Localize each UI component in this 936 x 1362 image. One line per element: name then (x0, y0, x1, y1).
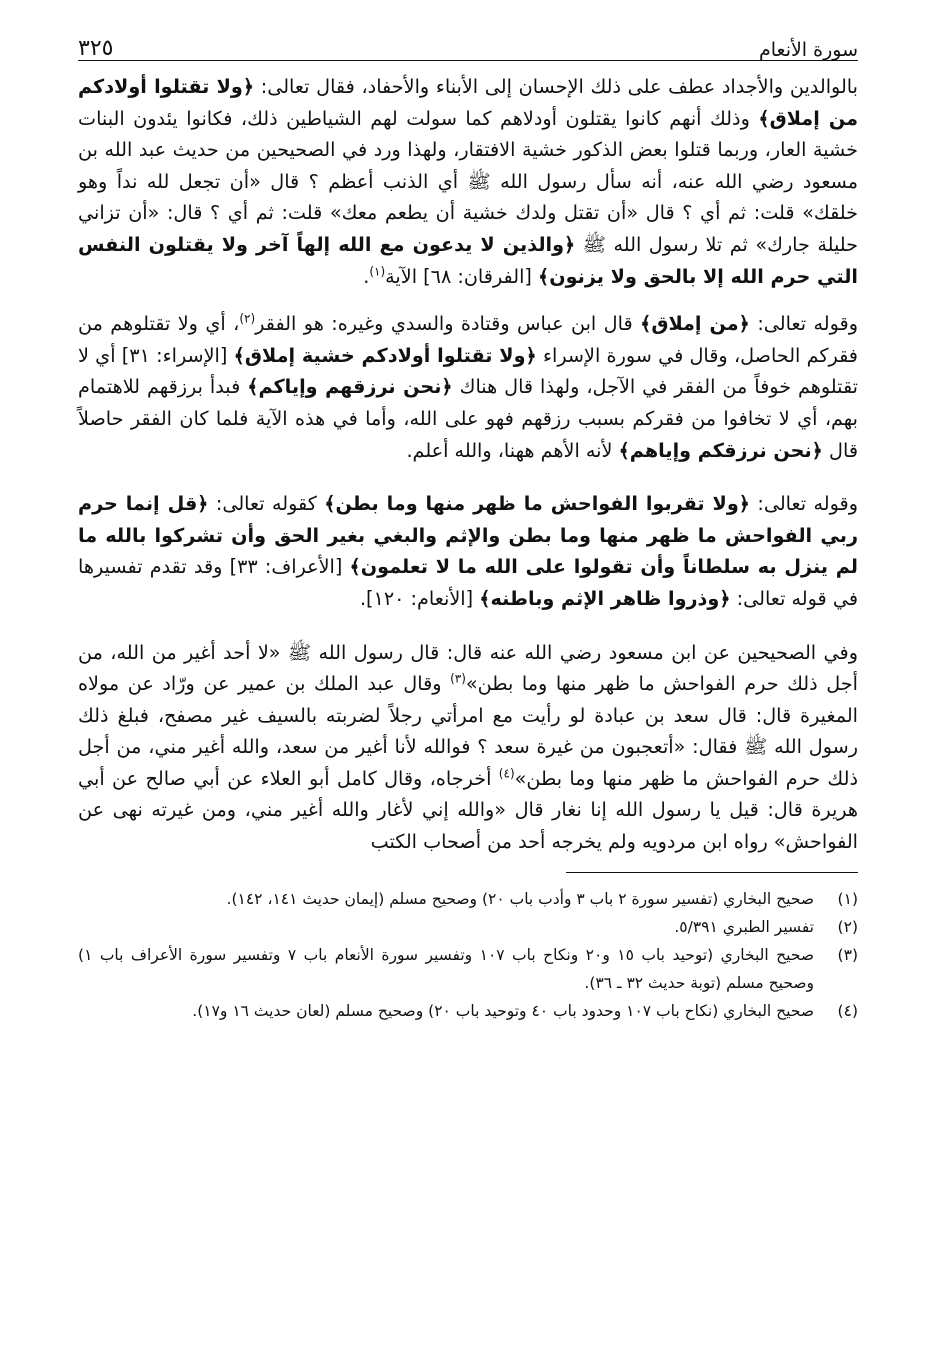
paragraph-1 (78, 71, 858, 292)
footnote-text: صحيح البخاري (نكاح باب ١٠٧ وحدود باب ٤٠ وتوحيد باب ٢٠) وصحيح مسلم (لعان حديث ١٦ و١٧). (192, 1001, 814, 1020)
quran-quote: ﴿ولا تقتلوا أولادكم خشية إملاق﴾ (233, 343, 537, 367)
text-run: بالوالدين والأجداد عطف على ذلك الإحسان إلى الأبناء والأحفاد، فقال تعالى: (254, 75, 858, 98)
text-run: وقوله تعالى: (750, 492, 858, 516)
footnote-4 (78, 997, 858, 1025)
quran-quote: ﴿ولا تقتلوا أولادكم من إملاق﴾ (78, 75, 858, 130)
footnote-number: (١) (837, 889, 858, 908)
paragraph-2 (78, 308, 858, 466)
quran-quote: ﴿من إملاق﴾ (640, 312, 750, 336)
text-run: لأنه الأهم ههنا، والله أعلم. (406, 438, 619, 462)
text-run: . (363, 264, 370, 288)
quran-quote: ﴿وذروا ظاهر الإثم وباطنه﴾ (479, 586, 731, 610)
page-body (78, 71, 858, 858)
paragraph-3 (78, 488, 858, 614)
footnote-number: (٢) (837, 917, 858, 936)
text-run: وفي الصحيحين عن ابن مسعود رضي الله عنه قال: قال رسول الله ﷺ «لا أحد أغير من الله، من أجل ذلك حرم الفواحش ما ظهر منها وما بطن» (78, 640, 858, 696)
footnote-ref: (٢) (239, 311, 256, 326)
text-run: فبدأ برزقهم للاهتمام بهم، أي لا تخافوا من فقركم بسبب رزقهم فهو على الله، وأما في هذه الآية فلما كان الفقر حاصلاً قال (78, 375, 858, 462)
page-number: ٣٢٥ (78, 36, 114, 61)
quran-quote: ﴿ولا تقربوا الفواحش ما ظهر منها وما بطن﴾ (324, 492, 751, 516)
paragraph-4 (78, 637, 858, 858)
footnote-ref: (١) (369, 264, 386, 279)
page-header (78, 22, 858, 61)
text-run: أخرجاه، وقال كامل أبو العلاء عن أبي صالح عن أبي هريرة قال: قيل يا رسول الله إنا نغار قال «والله إني لأغار والله أغير مني، ومن غيرته نهى عن الفواحش» رواه ابن مردويه ولم يخرجه أحد من أصحاب الكتب (78, 766, 858, 854)
footnote-ref: (٣) (450, 671, 466, 686)
text-run: وقوله تعالى: (749, 312, 858, 336)
text-run: [الفرقان: ٦٨] الآية (385, 264, 538, 288)
footnote-number: (٤) (837, 1001, 858, 1020)
footnote-text: تفسير الطبري ٥/٣٩١. (674, 917, 814, 936)
text-run: قال ابن عباس وقتادة والسدي وغيره: هو الفقر (255, 312, 641, 336)
footnote-text: صحيح البخاري (توحيد باب ١٥ و٢٠ ونكاح باب ١٠٧ وتفسير سورة الأنعام باب ٧ وتفسير سورة الأعراف باب ١) وصحيح مسلم (توبة حديث ٣٢ ـ ٣٦). (78, 945, 814, 992)
surah-title: سورة الأنعام (758, 39, 858, 61)
text-run: [الإسراء: ٣١] أي لا تقتلوهم خوفاً من الفقر في الآجل، ولهذا قال هناك (78, 343, 858, 399)
text-run: وقال عبد الملك بن عمير عن ورّاد عن مولاه المغيرة قال: قال سعد بن عبادة لو رأيت مع امرأتي رجلاً لضربته بالسيف غير مصفح، فبلغ ذلك رسول الله ﷺ فقال: «أتعجبون من غيرة سعد ؟ فوالله لأنا أغير من سعد، والله أغير مني، من أجل ذلك حرم الفواحش ما ظهر منها وما بطن» (78, 672, 858, 790)
footnote-number: (٣) (837, 945, 858, 964)
quran-quote: ﴿نحن نرزقهم وإياكم﴾ (247, 375, 453, 399)
text-run: وذلك أنهم كانوا يقتلون أودلاهم كما سولت لهم الشياطين ذلك، فكانوا يئدون البنات خشية العار، وربما قتلوا بعض الذكور خشية الافتقار، ولهذا ورد في الصحيحين من حديث عبد الله بن مسعود رضي الله عنه، أنه سأل رسول الله ﷺ أي الذنب أعظم ؟ قال «أن تجعل لله نداً وهو خلقك» قلت: ثم أي ؟ قال «أن تقتل ولدك خشية أن يطعم معك» قلت: ثم أي ؟ قال: «أن تزاني حليلة جارك» ثم تلا رسول الله ﷺ (78, 106, 858, 256)
quran-quote: ﴿قل إنما حرم ربي الفواحش ما ظهر منها وما بطن والإثم والبغي بغير الحق وأن تشركوا بالله ما لم ينزل به سلطاناً وأن تقولوا على الله ما لا تعلمون﴾ (78, 492, 859, 579)
footnote-text: صحيح البخاري (تفسير سورة ٢ باب ٣ وأدب باب ٢٠) وصحيح مسلم (إيمان حديث ١٤١، ١٤٢). (226, 889, 814, 908)
quran-quote: ﴿نحن نرزقكم وإياهم﴾ (618, 438, 823, 462)
text-run: [الأعراف: ٣٣] وقد تقدم تفسيرها في قوله تعالى: (78, 555, 858, 610)
quran-quote: ﴿والذين لا يدعون مع الله إلهاً آخر ولا يقتلون النفس التي حرم الله إلا بالحق ولا يزنون﴾ (78, 232, 858, 288)
text-run: [الأنعام: ١٢٠]. (359, 586, 480, 610)
footnote-ref: (٤) (498, 766, 515, 781)
footnote-2 (78, 913, 858, 941)
text-run: ، أي ولا تقتلوهم من فقركم الحاصل، وقال في سورة الإسراء (78, 312, 858, 367)
footnote-separator (566, 872, 858, 873)
footnotes (78, 885, 858, 1025)
book-page (78, 22, 858, 1342)
footnote-3 (78, 941, 858, 997)
footnote-1 (78, 885, 858, 913)
text-run: كقوله تعالى: (208, 492, 325, 516)
